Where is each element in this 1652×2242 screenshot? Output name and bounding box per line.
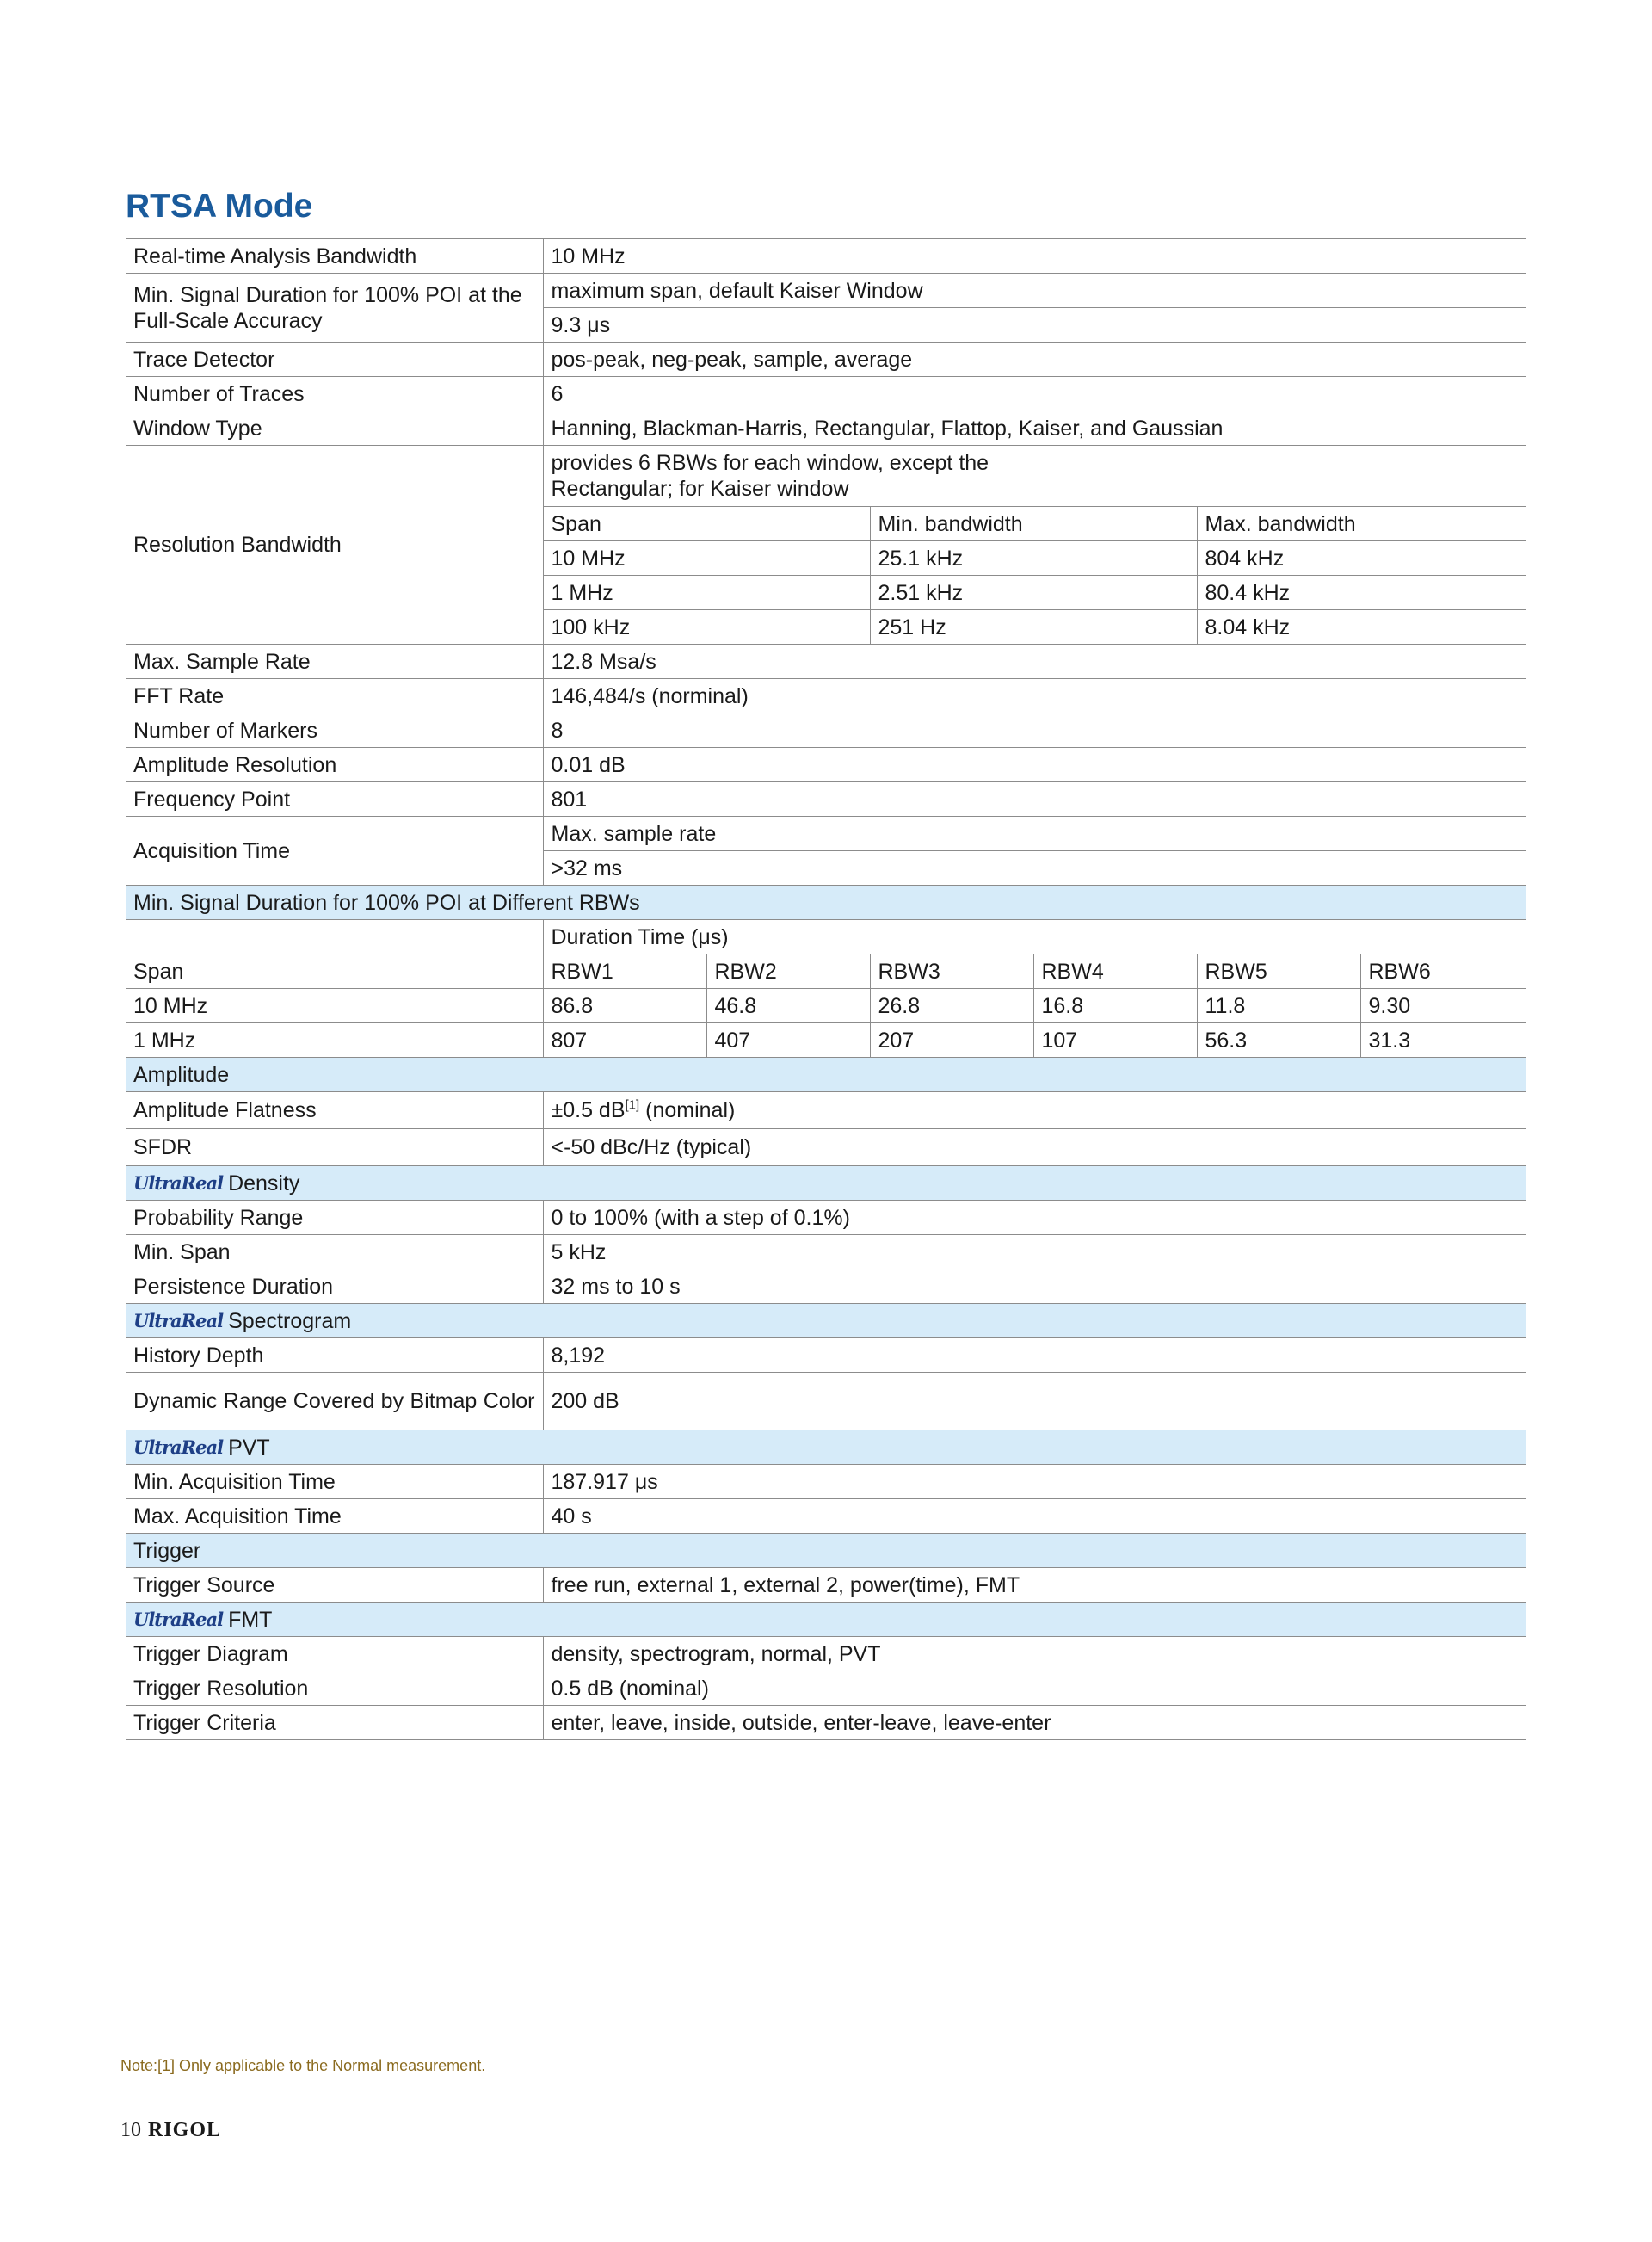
section-header-row: [126, 1166, 1526, 1201]
table-row: [126, 713, 1526, 748]
table-row: [126, 1637, 1526, 1671]
rbw-cell: 1 MHz: [543, 576, 870, 610]
column-header: RBW2: [706, 954, 870, 989]
table-row: [126, 1568, 1526, 1603]
column-header: RBW5: [1197, 954, 1360, 989]
flatness-qualifier: (nominal): [639, 1098, 736, 1122]
table-row: [126, 1465, 1526, 1499]
poi-cell: 1 MHz: [126, 1023, 543, 1058]
row-value: 0.01 dB: [543, 748, 1526, 782]
row-value: 5 kHz: [543, 1235, 1526, 1269]
row-label: Number of Markers: [126, 713, 543, 748]
table-row: [126, 1092, 1526, 1129]
section-header: [126, 1304, 1526, 1338]
table-row: [126, 920, 1526, 954]
row-label: Amplitude Resolution: [126, 748, 543, 782]
rbw-cell: 100 kHz: [543, 610, 870, 645]
duration-label: Duration Time (μs): [543, 920, 1526, 954]
rbw-header-max: Max. bandwidth: [1197, 507, 1526, 541]
section-header-row: [126, 1534, 1526, 1568]
rbw-cell: 2.51 kHz: [870, 576, 1197, 610]
section-header-row: [126, 886, 1526, 920]
row-label: Resolution Bandwidth: [126, 446, 543, 645]
table-row: [126, 446, 1526, 507]
table-row: [126, 1235, 1526, 1269]
ultrareal-logo: UltraReal: [133, 1309, 224, 1331]
poi-cell: 56.3: [1197, 1023, 1360, 1058]
ultrareal-logo: UltraReal: [133, 1608, 224, 1630]
row-value: enter, leave, inside, outside, enter-leave, leave-enter: [543, 1706, 1526, 1740]
column-header: RBW4: [1033, 954, 1197, 989]
row-label: Trace Detector: [126, 343, 543, 377]
row-value: 8: [543, 713, 1526, 748]
section-header-row: [126, 1430, 1526, 1465]
table-row: [126, 239, 1526, 274]
column-header: RBW3: [870, 954, 1033, 989]
footnote: Note:[1] Only applicable to the Normal measurement.: [120, 2057, 486, 2074]
poi-cell: 407: [706, 1023, 870, 1058]
poi-cell: 46.8: [706, 989, 870, 1023]
brand-logo: RIGOL: [148, 2119, 222, 2141]
row-label: Trigger Diagram: [126, 1637, 543, 1671]
row-value: pos-peak, neg-peak, sample, average: [543, 343, 1526, 377]
rbw-cell: 804 kHz: [1197, 541, 1526, 576]
row-label: Min. Acquisition Time: [126, 1465, 543, 1499]
table-row: [126, 377, 1526, 411]
row-value: 801: [543, 782, 1526, 817]
row-value: >32 ms: [543, 851, 1526, 886]
poi-cell: 9.30: [1360, 989, 1526, 1023]
row-label: Persistence Duration: [126, 1269, 543, 1304]
poi-cell: 11.8: [1197, 989, 1360, 1023]
row-value: 10 MHz: [543, 239, 1526, 274]
row-label: FFT Rate: [126, 679, 543, 713]
row-value: density, spectrogram, normal, PVT: [543, 1637, 1526, 1671]
column-header: RBW6: [1360, 954, 1526, 989]
table-row: [126, 748, 1526, 782]
row-value: 0 to 100% (with a step of 0.1%): [543, 1201, 1526, 1235]
table-row: [126, 1499, 1526, 1534]
rbw-note: provides 6 RBWs for each window, except the Rectangular; for Kaiser window: [543, 446, 1526, 507]
row-label: Number of Traces: [126, 377, 543, 411]
section-title: FMT: [228, 1607, 273, 1632]
spec-table: [126, 238, 1526, 1740]
page-title: RTSA Mode: [126, 188, 313, 225]
section-header: Trigger: [126, 1534, 1526, 1568]
section-header: [126, 1430, 1526, 1465]
footnote-ref: [1]: [625, 1097, 640, 1113]
rbw-cell: 10 MHz: [543, 541, 870, 576]
rbw-header-min: Min. bandwidth: [870, 507, 1197, 541]
ultrareal-logo: UltraReal: [133, 1171, 224, 1194]
rbw-cell: 80.4 kHz: [1197, 576, 1526, 610]
table-row: [126, 274, 1526, 308]
row-value: 12.8 Msa/s: [543, 645, 1526, 679]
section-header: [126, 1166, 1526, 1201]
section-title: PVT: [228, 1435, 270, 1460]
section-header-row: [126, 1304, 1526, 1338]
row-value: 40 s: [543, 1499, 1526, 1534]
row-value: 0.5 dB (nominal): [543, 1671, 1526, 1706]
page-number: 10: [120, 2119, 141, 2141]
table-row: [126, 1269, 1526, 1304]
table-row: [126, 817, 1526, 851]
section-header-row: [126, 1058, 1526, 1092]
row-value: Max. sample rate: [543, 817, 1526, 851]
ultrareal-logo: UltraReal: [133, 1436, 224, 1458]
table-row: [126, 1373, 1526, 1430]
column-header: RBW1: [543, 954, 706, 989]
column-header: Span: [126, 954, 543, 989]
rbw-cell: 251 Hz: [870, 610, 1197, 645]
poi-cell: 207: [870, 1023, 1033, 1058]
section-header: Amplitude: [126, 1058, 1526, 1092]
table-row: [126, 1023, 1526, 1058]
table-row: [126, 1706, 1526, 1740]
poi-cell: 10 MHz: [126, 989, 543, 1023]
section-header-row: [126, 1603, 1526, 1637]
blank-cell: [126, 920, 543, 954]
row-value: 8,192: [543, 1338, 1526, 1373]
rbw-cell: 25.1 kHz: [870, 541, 1197, 576]
row-value: 9.3 μs: [543, 308, 1526, 343]
row-label: Max. Acquisition Time: [126, 1499, 543, 1534]
table-row: [126, 1671, 1526, 1706]
table-row: [126, 989, 1526, 1023]
row-value: <-50 dBc/Hz (typical): [543, 1129, 1526, 1166]
row-value: 6: [543, 377, 1526, 411]
section-title: Density: [228, 1170, 300, 1195]
table-row: [126, 782, 1526, 817]
poi-cell: 26.8: [870, 989, 1033, 1023]
row-label: Window Type: [126, 411, 543, 446]
row-value: maximum span, default Kaiser Window: [543, 274, 1526, 308]
row-label: Frequency Point: [126, 782, 543, 817]
section-header: Min. Signal Duration for 100% POI at Different RBWs: [126, 886, 1526, 920]
page-footer: [120, 2119, 221, 2142]
table-row: [126, 1201, 1526, 1235]
row-label: History Depth: [126, 1338, 543, 1373]
row-label: Amplitude Flatness: [126, 1092, 543, 1129]
row-value: [543, 1092, 1526, 1129]
table-row: [126, 1129, 1526, 1166]
table-row: [126, 343, 1526, 377]
table-row: [126, 411, 1526, 446]
section-header: [126, 1603, 1526, 1637]
row-label: Dynamic Range Covered by Bitmap Color: [126, 1373, 543, 1430]
table-row: [126, 1338, 1526, 1373]
row-label: Min. Span: [126, 1235, 543, 1269]
row-label: Real-time Analysis Bandwidth: [126, 239, 543, 274]
poi-cell: 16.8: [1033, 989, 1197, 1023]
row-label: Probability Range: [126, 1201, 543, 1235]
section-title: Spectrogram: [228, 1308, 352, 1333]
row-value: 146,484/s (norminal): [543, 679, 1526, 713]
poi-cell: 86.8: [543, 989, 706, 1023]
row-label: Acquisition Time: [126, 817, 543, 886]
row-value: Hanning, Blackman-Harris, Rectangular, Flattop, Kaiser, and Gaussian: [543, 411, 1526, 446]
table-row: [126, 954, 1526, 989]
row-value: 187.917 μs: [543, 1465, 1526, 1499]
poi-cell: 807: [543, 1023, 706, 1058]
row-label: Trigger Criteria: [126, 1706, 543, 1740]
row-value: 32 ms to 10 s: [543, 1269, 1526, 1304]
row-label: Max. Sample Rate: [126, 645, 543, 679]
poi-cell: 31.3: [1360, 1023, 1526, 1058]
flatness-value: ±0.5 dB: [551, 1098, 626, 1122]
row-label: Min. Signal Duration for 100% POI at the Full-Scale Accuracy: [126, 274, 543, 343]
row-label: Trigger Source: [126, 1568, 543, 1603]
row-value: free run, external 1, external 2, power(time), FMT: [543, 1568, 1526, 1603]
rbw-header-span: Span: [543, 507, 870, 541]
table-row: [126, 645, 1526, 679]
row-value: 200 dB: [543, 1373, 1526, 1430]
row-label: SFDR: [126, 1129, 543, 1166]
poi-cell: 107: [1033, 1023, 1197, 1058]
table-row: [126, 679, 1526, 713]
rbw-cell: 8.04 kHz: [1197, 610, 1526, 645]
row-label: Trigger Resolution: [126, 1671, 543, 1706]
